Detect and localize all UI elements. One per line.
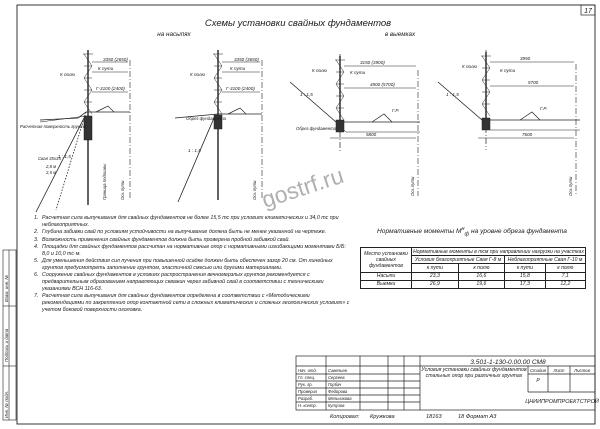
sheet-format: 18 Формат А3 <box>458 414 497 420</box>
tb-role-4: Разраб. <box>298 396 314 401</box>
s1-pile: Свая 35х35 <box>38 156 61 161</box>
s1-depth-b: 2,5 м <box>46 170 57 175</box>
s1-ground: Граница подошвы <box>102 163 107 200</box>
s3-cut-label: Обрез фундамента <box>296 126 337 131</box>
note-number: 3. <box>34 236 39 243</box>
tb-name-1: Сергеев <box>328 375 345 380</box>
watermark: gostrf.ru <box>258 161 347 213</box>
doc-code: 3.501-1-130-0.00.00 СМ8 <box>470 359 546 366</box>
s4-field: К полю <box>462 64 478 69</box>
s3-dim-bot: 5800 <box>366 132 377 137</box>
s1-dim-r: Г-3100 (2400) <box>96 86 125 91</box>
s4-gr: Г.Р. <box>540 106 547 111</box>
s1-field: К полю <box>60 72 76 77</box>
s4-v-axis: Ось пути <box>568 176 573 196</box>
sub-col: к полю <box>458 264 504 272</box>
s3-dim-mid: 4900 (5700) <box>370 82 395 87</box>
page-number: 17 <box>584 8 592 15</box>
cell-value: 12,2 <box>545 280 585 288</box>
section-cut: в выемках <box>384 31 416 38</box>
stamp-signature-date: Подпись и дата <box>4 328 9 362</box>
sheet-label: Лист <box>553 368 565 373</box>
tb-name-4: Мельникова <box>328 396 352 401</box>
s4-axis: К пути <box>500 68 516 73</box>
s2-field: К полю <box>190 72 206 77</box>
s4-dim-mid: 5700 <box>528 80 539 85</box>
note-text: Глубина забивки свай по условиям устойчивости на выпучивание должна быть не менее указанной на чертеже. <box>42 229 327 236</box>
row-place: Выемки <box>361 280 412 288</box>
tb-role-2: Рук. гр. <box>298 382 313 387</box>
s2-dim-top: 3350 (3650) <box>234 57 259 62</box>
cell-value: 16,6 <box>458 272 504 280</box>
cell-value: 23,3 <box>412 272 459 280</box>
s3-field: К полю <box>312 68 328 73</box>
note-item <box>34 244 352 258</box>
note-item <box>34 272 352 293</box>
note-number: 2. <box>34 229 39 236</box>
s4-slope: 1 : 1,5 <box>446 92 459 97</box>
row-place: Насыпи <box>361 272 412 280</box>
s2-dim-r: Г-3100 (2400) <box>226 86 255 91</box>
notes-list <box>34 215 352 314</box>
org-name: ЦНИИПРОМПРОЕКТСТРОЙ <box>525 399 599 405</box>
col-group: Нормативные моменты в тсм при направлении нагрузки на участках <box>413 248 584 255</box>
cell-value: 19,6 <box>458 280 504 288</box>
moments-table <box>360 247 586 289</box>
stage-value: Р <box>536 378 540 384</box>
scheme-embankment-2 <box>175 50 262 202</box>
s2-slope: 1 : 1,5 <box>188 148 201 153</box>
sub-col: к пути <box>412 264 459 272</box>
note-item <box>34 215 352 229</box>
note-text: Для уменьшения действия сил пучения при повышенной осадке должен быть обеспечен зазор 20 см. От линейных грунтов предусмотреть заполнение грунтом, эластичной смесью или другими материалами. <box>42 258 333 271</box>
moments-title-main: Нормативные моменты М <box>377 228 462 236</box>
s3-v-axis: Ось пути <box>410 176 415 196</box>
note-number: 5. <box>34 258 39 264</box>
scheme-embankment-1 <box>36 50 130 212</box>
table-header-row <box>361 248 586 256</box>
moments-title-tail: на уровне обреза фундамента <box>469 228 567 236</box>
tb-name-3: Федорова <box>328 389 348 394</box>
sheets-label: Листов <box>574 368 590 373</box>
s2-cut-label: Обрез фундамента <box>186 116 227 121</box>
tb-name-5: Кутузов <box>328 403 345 408</box>
note-number: 4. <box>34 243 39 250</box>
main-title: Схемы установки свайных фундаментов <box>204 18 392 29</box>
table-row <box>361 280 586 288</box>
note-text: Расчетная сила выпучивания для свайных фундаментов определена в соответствии с «Методическими рекомендациями по закреплению опор контактной сети в сложных климатических и сложных геологических условиях» с учетом боковой поверхности оголовка. <box>42 293 350 314</box>
sub-col: к пути <box>505 264 546 272</box>
col-favorable: Условия благоприятные Свая Г-8 м <box>412 256 505 264</box>
cell-value: 17,3 <box>505 280 546 288</box>
copied-number: 18163 <box>426 414 442 420</box>
moments-title-sub: ф <box>464 231 470 238</box>
note-item <box>34 229 352 236</box>
tb-role-5: Н. контр. <box>298 403 317 408</box>
s4-dim-bot: 7600 <box>522 132 533 137</box>
note-text: Расчетная сила выпучивания для свайных фундаментов не более 15,5 тс при условиях климатических и 34,0 тс при неблагоприятных. <box>42 215 339 228</box>
s3-gr: Г.Р. <box>392 108 399 113</box>
note-number: 1. <box>34 215 39 221</box>
s1-axis: К пути <box>98 66 114 71</box>
col-place: Место установки свайных фундаментов <box>361 248 412 273</box>
stage-label: Стадия <box>529 368 547 373</box>
copied-label: Копировал: <box>330 414 360 420</box>
cell-value: 15,8 <box>505 272 546 280</box>
s3-dim-top: 3150 (3900) <box>360 60 385 65</box>
moments-title-sup: н <box>461 226 465 232</box>
stamp-inv-vzam: Взам. инв. № <box>4 274 9 302</box>
sub-col: к полю <box>545 264 585 272</box>
copied-sign: Кружкова <box>370 414 395 420</box>
s1-depth-a: 2,8 м <box>46 164 57 169</box>
s1-v-axis: Ось пути <box>120 180 125 200</box>
section-embankment: на насыпях <box>157 31 191 38</box>
tb-name-0: Савельев <box>328 368 347 373</box>
s3-slope: 1 : 1,5 <box>300 92 313 97</box>
note-item <box>34 237 352 244</box>
stamp-inv-podl: Инв. № подл. <box>4 390 9 418</box>
note-item <box>34 258 352 272</box>
moments-title <box>358 225 586 239</box>
tb-role-3: Проверил <box>298 389 318 394</box>
cell-value: 7,1 <box>545 272 585 280</box>
tb-name-2: Горбач <box>328 382 342 387</box>
s1-slope: 1 : 1,5 <box>58 154 71 159</box>
note-number: 7. <box>34 293 39 300</box>
s1-left-note: Расчетная поверхность грунта <box>20 124 87 129</box>
title-description: Условия установки свайных фундаментов стальных опор при различных грунтах <box>421 367 527 379</box>
s2-axis: К пути <box>230 66 246 71</box>
tb-role-1: Гл. спец. <box>298 375 316 380</box>
note-text: Площадки для свайных фундаментов рассчитан на нормативные опор с нормативными изгибающими моментами Б/Б: 8,0 и 10,0 тс·м. <box>42 243 346 257</box>
s3-axis: К пути <box>350 70 366 75</box>
table-row <box>361 272 586 280</box>
s2-v-axis: Ось пути <box>252 180 257 200</box>
s4-dim-top: 3950 <box>520 56 531 61</box>
col-unfavorable: Неблагоприятные Свая Г-10 м <box>505 256 586 264</box>
cell-value: 26,9 <box>412 280 459 288</box>
note-number: 6. <box>34 272 39 279</box>
note-text: Возможность применения свайных фундаментов должна быть проверена пробной забивкой свай. <box>42 236 290 243</box>
note-text: Сооружение свайных фундаментов в условиях распространения вечномерзлых грунтов рекомендуется с предварительным образованием направляющих скважин через забивной свай в соответствии с техническими указаниями ВСН 116-63. <box>42 272 324 293</box>
s1-dim-top: 3350 (2650) <box>103 57 128 62</box>
note-item <box>34 293 352 314</box>
tb-role-0: Нач. отд. <box>298 368 317 373</box>
